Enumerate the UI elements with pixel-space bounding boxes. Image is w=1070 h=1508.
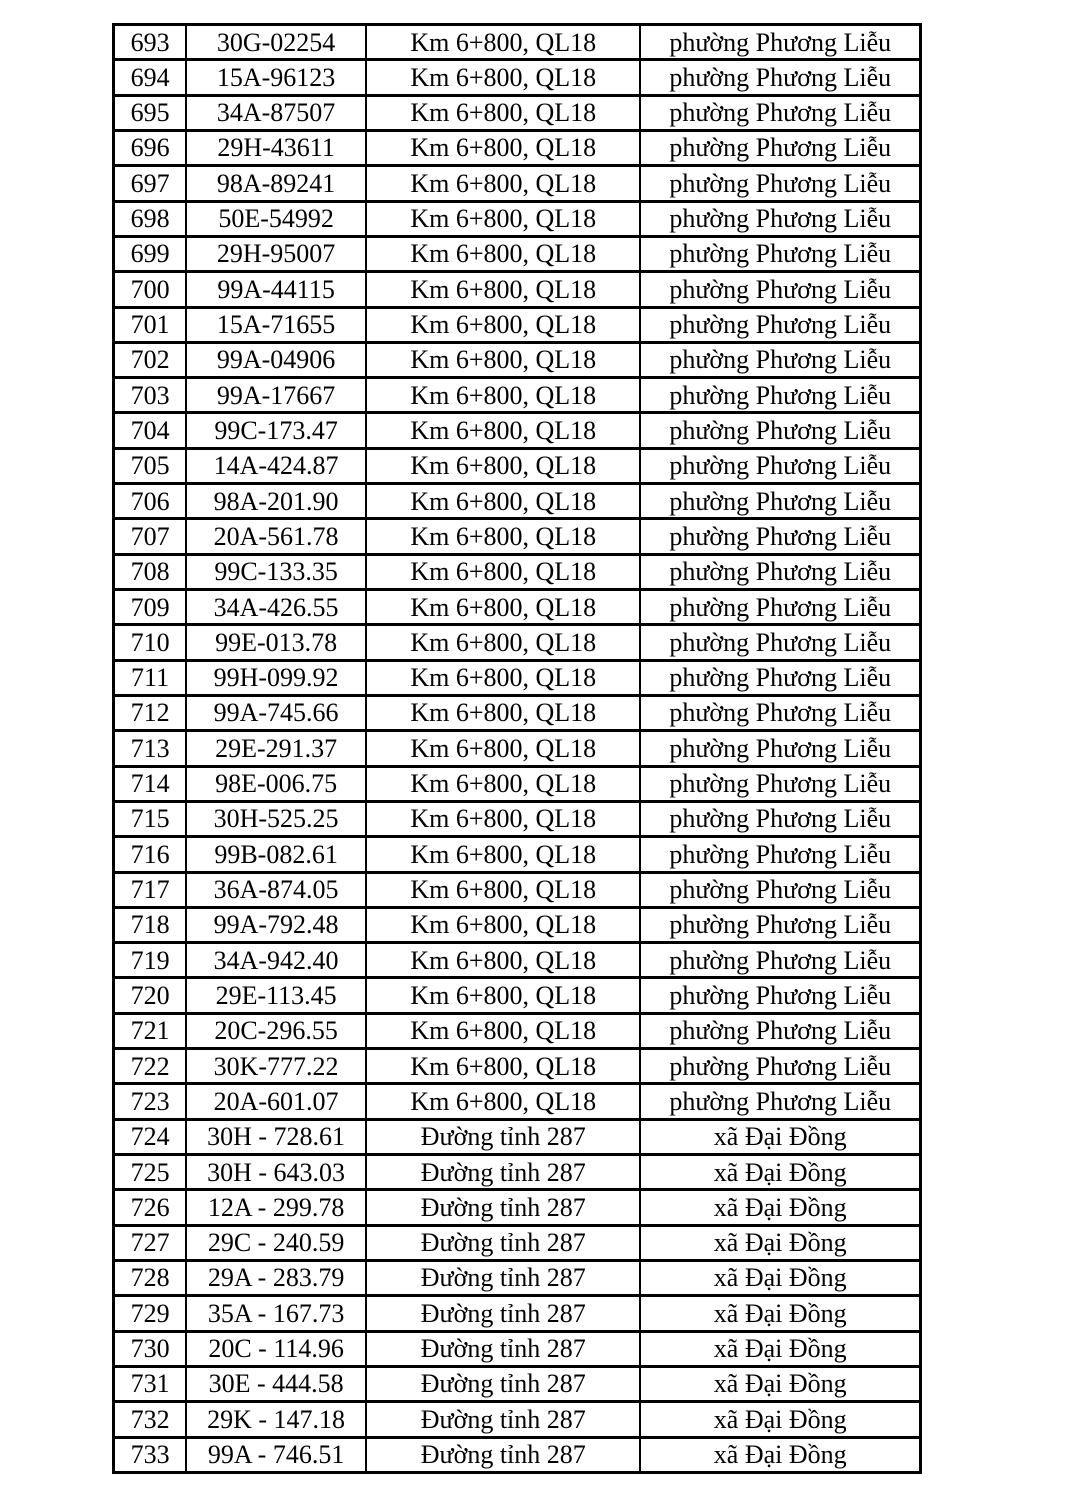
table-row xyxy=(114,1437,921,1473)
location-cell: Đường tỉnh 287 xyxy=(366,1331,640,1366)
table-row xyxy=(114,731,921,766)
row-number-cell: 700 xyxy=(114,272,187,307)
license-plate-cell: 99E-013.78 xyxy=(186,625,366,660)
row-number-cell: 708 xyxy=(114,554,187,589)
location-cell: Đường tỉnh 287 xyxy=(366,1225,640,1260)
license-plate-cell: 99A - 746.51 xyxy=(186,1437,366,1473)
ward-cell: xã Đại Đồng xyxy=(640,1437,920,1473)
license-plate-cell: 29H-95007 xyxy=(186,236,366,271)
ward-cell: phường Phương Liễu xyxy=(640,554,920,589)
ward-cell: xã Đại Đồng xyxy=(640,1296,920,1331)
table-row xyxy=(114,484,921,519)
license-plate-cell: 99A-745.66 xyxy=(186,695,366,730)
license-plate-cell: 99B-082.61 xyxy=(186,837,366,872)
location-cell: Km 6+800, QL18 xyxy=(366,484,640,519)
table-row xyxy=(114,1331,921,1366)
license-plate-cell: 98A-201.90 xyxy=(186,484,366,519)
location-cell: Km 6+800, QL18 xyxy=(366,978,640,1013)
ward-cell: phường Phương Liễu xyxy=(640,201,920,236)
ward-cell: phường Phương Liễu xyxy=(640,342,920,377)
location-cell: Km 6+800, QL18 xyxy=(366,625,640,660)
table-row xyxy=(114,660,921,695)
location-cell: Đường tỉnh 287 xyxy=(366,1190,640,1225)
row-number-cell: 721 xyxy=(114,1013,187,1048)
location-cell: Đường tỉnh 287 xyxy=(366,1296,640,1331)
row-number-cell: 718 xyxy=(114,907,187,942)
license-plate-cell: 20C-296.55 xyxy=(186,1013,366,1048)
ward-cell: phường Phương Liễu xyxy=(640,837,920,872)
location-cell: Km 6+800, QL18 xyxy=(366,695,640,730)
table-row xyxy=(114,554,921,589)
row-number-cell: 715 xyxy=(114,801,187,836)
row-number-cell: 712 xyxy=(114,695,187,730)
row-number-cell: 704 xyxy=(114,413,187,448)
table-row xyxy=(114,60,921,95)
license-plate-cell: 29E-291.37 xyxy=(186,731,366,766)
license-plate-cell: 34A-942.40 xyxy=(186,943,366,978)
row-number-cell: 730 xyxy=(114,1331,187,1366)
table-row xyxy=(114,378,921,413)
location-cell: Km 6+800, QL18 xyxy=(366,872,640,907)
ward-cell: phường Phương Liễu xyxy=(640,590,920,625)
license-plate-cell: 99A-04906 xyxy=(186,342,366,377)
location-cell: Km 6+800, QL18 xyxy=(366,413,640,448)
license-plate-cell: 20A-601.07 xyxy=(186,1084,366,1119)
ward-cell: phường Phương Liễu xyxy=(640,943,920,978)
table-row xyxy=(114,695,921,730)
location-cell: Km 6+800, QL18 xyxy=(366,342,640,377)
ward-cell: phường Phương Liễu xyxy=(640,25,920,60)
license-plate-cell: 99H-099.92 xyxy=(186,660,366,695)
license-plate-cell: 30H - 643.03 xyxy=(186,1155,366,1190)
table-row xyxy=(114,1155,921,1190)
ward-cell: xã Đại Đồng xyxy=(640,1225,920,1260)
row-number-cell: 731 xyxy=(114,1366,187,1401)
table-row xyxy=(114,307,921,342)
ward-cell: phường Phương Liễu xyxy=(640,660,920,695)
ward-cell: phường Phương Liễu xyxy=(640,166,920,201)
location-cell: Km 6+800, QL18 xyxy=(366,95,640,130)
ward-cell: xã Đại Đồng xyxy=(640,1190,920,1225)
table-row xyxy=(114,625,921,660)
ward-cell: phường Phương Liễu xyxy=(640,307,920,342)
ward-cell: phường Phương Liễu xyxy=(640,625,920,660)
row-number-cell: 707 xyxy=(114,519,187,554)
license-plate-cell: 29H-43611 xyxy=(186,130,366,165)
table-row xyxy=(114,943,921,978)
location-cell: Km 6+800, QL18 xyxy=(366,837,640,872)
ward-cell: phường Phương Liễu xyxy=(640,1049,920,1084)
license-plate-cell: 29A - 283.79 xyxy=(186,1260,366,1295)
row-number-cell: 710 xyxy=(114,625,187,660)
location-cell: Km 6+800, QL18 xyxy=(366,307,640,342)
location-cell: Km 6+800, QL18 xyxy=(366,766,640,801)
table-row xyxy=(114,95,921,130)
table-row xyxy=(114,413,921,448)
row-number-cell: 713 xyxy=(114,731,187,766)
table-row xyxy=(114,766,921,801)
license-plate-cell: 98E-006.75 xyxy=(186,766,366,801)
location-cell: Đường tỉnh 287 xyxy=(366,1437,640,1473)
location-cell: Km 6+800, QL18 xyxy=(366,519,640,554)
table-row xyxy=(114,1013,921,1048)
license-plate-cell: 35A - 167.73 xyxy=(186,1296,366,1331)
location-cell: Km 6+800, QL18 xyxy=(366,1084,640,1119)
license-plate-cell: 30K-777.22 xyxy=(186,1049,366,1084)
ward-cell: phường Phương Liễu xyxy=(640,1013,920,1048)
row-number-cell: 714 xyxy=(114,766,187,801)
row-number-cell: 729 xyxy=(114,1296,187,1331)
license-plate-cell: 20A-561.78 xyxy=(186,519,366,554)
table-row xyxy=(114,1296,921,1331)
license-plate-cell: 34A-426.55 xyxy=(186,590,366,625)
vehicle-violation-table xyxy=(112,23,922,1474)
location-cell: Km 6+800, QL18 xyxy=(366,378,640,413)
row-number-cell: 703 xyxy=(114,378,187,413)
ward-cell: phường Phương Liễu xyxy=(640,731,920,766)
license-plate-cell: 29E-113.45 xyxy=(186,978,366,1013)
ward-cell: phường Phương Liễu xyxy=(640,95,920,130)
table-row xyxy=(114,837,921,872)
ward-cell: phường Phương Liễu xyxy=(640,1084,920,1119)
ward-cell: phường Phương Liễu xyxy=(640,272,920,307)
ward-cell: phường Phương Liễu xyxy=(640,801,920,836)
row-number-cell: 724 xyxy=(114,1119,187,1154)
table-row xyxy=(114,342,921,377)
ward-cell: phường Phương Liễu xyxy=(640,519,920,554)
location-cell: Km 6+800, QL18 xyxy=(366,1049,640,1084)
table-row xyxy=(114,590,921,625)
license-plate-cell: 99C-173.47 xyxy=(186,413,366,448)
row-number-cell: 727 xyxy=(114,1225,187,1260)
license-plate-cell: 30H - 728.61 xyxy=(186,1119,366,1154)
ward-cell: phường Phương Liễu xyxy=(640,448,920,483)
row-number-cell: 717 xyxy=(114,872,187,907)
location-cell: Km 6+800, QL18 xyxy=(366,801,640,836)
license-plate-cell: 36A-874.05 xyxy=(186,872,366,907)
ward-cell: phường Phương Liễu xyxy=(640,695,920,730)
location-cell: Km 6+800, QL18 xyxy=(366,943,640,978)
row-number-cell: 696 xyxy=(114,130,187,165)
location-cell: Km 6+800, QL18 xyxy=(366,590,640,625)
ward-cell: phường Phương Liễu xyxy=(640,60,920,95)
table-row xyxy=(114,166,921,201)
location-cell: Đường tỉnh 287 xyxy=(366,1260,640,1295)
ward-cell: phường Phương Liễu xyxy=(640,907,920,942)
location-cell: Đường tỉnh 287 xyxy=(366,1119,640,1154)
table-row xyxy=(114,272,921,307)
ward-cell: xã Đại Đồng xyxy=(640,1402,920,1437)
row-number-cell: 719 xyxy=(114,943,187,978)
row-number-cell: 722 xyxy=(114,1049,187,1084)
license-plate-cell: 14A-424.87 xyxy=(186,448,366,483)
row-number-cell: 720 xyxy=(114,978,187,1013)
table-row xyxy=(114,1084,921,1119)
table-row xyxy=(114,25,921,60)
license-plate-cell: 50E-54992 xyxy=(186,201,366,236)
location-cell: Km 6+800, QL18 xyxy=(366,731,640,766)
location-cell: Km 6+800, QL18 xyxy=(366,60,640,95)
ward-cell: phường Phương Liễu xyxy=(640,872,920,907)
row-number-cell: 699 xyxy=(114,236,187,271)
row-number-cell: 726 xyxy=(114,1190,187,1225)
license-plate-cell: 99A-17667 xyxy=(186,378,366,413)
row-number-cell: 701 xyxy=(114,307,187,342)
ward-cell: phường Phương Liễu xyxy=(640,236,920,271)
table-row xyxy=(114,130,921,165)
license-plate-cell: 29K - 147.18 xyxy=(186,1402,366,1437)
ward-cell: phường Phương Liễu xyxy=(640,978,920,1013)
table-row xyxy=(114,978,921,1013)
location-cell: Km 6+800, QL18 xyxy=(366,660,640,695)
location-cell: Km 6+800, QL18 xyxy=(366,236,640,271)
ward-cell: phường Phương Liễu xyxy=(640,378,920,413)
table-row xyxy=(114,448,921,483)
ward-cell: xã Đại Đồng xyxy=(640,1119,920,1154)
row-number-cell: 705 xyxy=(114,448,187,483)
ward-cell: phường Phương Liễu xyxy=(640,484,920,519)
table-row xyxy=(114,1260,921,1295)
table-row xyxy=(114,1225,921,1260)
license-plate-cell: 20C - 114.96 xyxy=(186,1331,366,1366)
ward-cell: xã Đại Đồng xyxy=(640,1331,920,1366)
table-row xyxy=(114,907,921,942)
row-number-cell: 698 xyxy=(114,201,187,236)
license-plate-cell: 15A-71655 xyxy=(186,307,366,342)
table-row xyxy=(114,1119,921,1154)
location-cell: Đường tỉnh 287 xyxy=(366,1402,640,1437)
location-cell: Km 6+800, QL18 xyxy=(366,907,640,942)
license-plate-cell: 12A - 299.78 xyxy=(186,1190,366,1225)
row-number-cell: 725 xyxy=(114,1155,187,1190)
license-plate-cell: 99A-44115 xyxy=(186,272,366,307)
table-row xyxy=(114,1190,921,1225)
row-number-cell: 723 xyxy=(114,1084,187,1119)
table-row xyxy=(114,1049,921,1084)
location-cell: Km 6+800, QL18 xyxy=(366,272,640,307)
ward-cell: xã Đại Đồng xyxy=(640,1366,920,1401)
table-row xyxy=(114,872,921,907)
row-number-cell: 709 xyxy=(114,590,187,625)
ward-cell: xã Đại Đồng xyxy=(640,1155,920,1190)
license-plate-cell: 99A-792.48 xyxy=(186,907,366,942)
location-cell: Km 6+800, QL18 xyxy=(366,25,640,60)
row-number-cell: 694 xyxy=(114,60,187,95)
license-plate-cell: 98A-89241 xyxy=(186,166,366,201)
table-row xyxy=(114,801,921,836)
license-plate-cell: 29C - 240.59 xyxy=(186,1225,366,1260)
location-cell: Km 6+800, QL18 xyxy=(366,554,640,589)
license-plate-cell: 15A-96123 xyxy=(186,60,366,95)
row-number-cell: 697 xyxy=(114,166,187,201)
ward-cell: phường Phương Liễu xyxy=(640,413,920,448)
table-row xyxy=(114,236,921,271)
table-row xyxy=(114,1366,921,1401)
table-row xyxy=(114,201,921,236)
location-cell: Km 6+800, QL18 xyxy=(366,1013,640,1048)
row-number-cell: 728 xyxy=(114,1260,187,1295)
license-plate-cell: 30G-02254 xyxy=(186,25,366,60)
license-plate-cell: 30H-525.25 xyxy=(186,801,366,836)
location-cell: Km 6+800, QL18 xyxy=(366,166,640,201)
ward-cell: xã Đại Đồng xyxy=(640,1260,920,1295)
ward-cell: phường Phương Liễu xyxy=(640,766,920,801)
row-number-cell: 695 xyxy=(114,95,187,130)
vehicle-table-body xyxy=(114,25,921,1473)
row-number-cell: 702 xyxy=(114,342,187,377)
location-cell: Km 6+800, QL18 xyxy=(366,130,640,165)
location-cell: Km 6+800, QL18 xyxy=(366,201,640,236)
license-plate-cell: 30E - 444.58 xyxy=(186,1366,366,1401)
location-cell: Đường tỉnh 287 xyxy=(366,1155,640,1190)
row-number-cell: 706 xyxy=(114,484,187,519)
row-number-cell: 716 xyxy=(114,837,187,872)
location-cell: Km 6+800, QL18 xyxy=(366,448,640,483)
ward-cell: phường Phương Liễu xyxy=(640,130,920,165)
table-row xyxy=(114,1402,921,1437)
row-number-cell: 711 xyxy=(114,660,187,695)
location-cell: Đường tỉnh 287 xyxy=(366,1366,640,1401)
license-plate-cell: 34A-87507 xyxy=(186,95,366,130)
row-number-cell: 733 xyxy=(114,1437,187,1473)
row-number-cell: 732 xyxy=(114,1402,187,1437)
license-plate-cell: 99C-133.35 xyxy=(186,554,366,589)
row-number-cell: 693 xyxy=(114,25,187,60)
table-row xyxy=(114,519,921,554)
